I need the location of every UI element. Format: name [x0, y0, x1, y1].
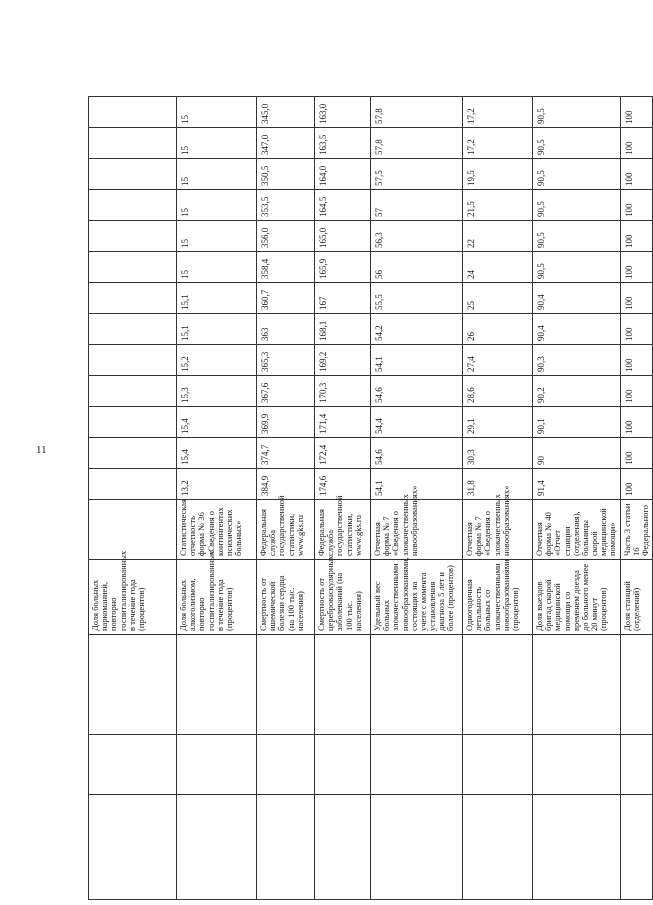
value-cell: 26	[463, 314, 533, 345]
value-cell: 100	[620, 252, 653, 283]
value-cell: 363	[257, 314, 315, 345]
table-row	[89, 97, 177, 900]
value-cell: 30,3	[463, 438, 533, 469]
indicator-cell: Доля больных наркоманией, повторно госпитализированных в течение года (процентов)	[89, 560, 177, 635]
value-cell	[89, 283, 177, 314]
value-cell: 100	[620, 190, 653, 221]
value-cell: 384,9	[257, 469, 315, 500]
value-cell: 15,1	[177, 314, 257, 345]
value-cell	[89, 159, 177, 190]
value-cell: 90,4	[533, 283, 621, 314]
value-cell: 167	[315, 283, 371, 314]
value-cell: 15	[177, 159, 257, 190]
value-cell: 369,9	[257, 407, 315, 438]
value-cell: 15	[177, 128, 257, 159]
value-cell: 163,0	[315, 97, 371, 128]
value-cell: 54,6	[371, 376, 463, 407]
value-cell: 15,3	[177, 376, 257, 407]
value-cell: 350,5	[257, 159, 315, 190]
value-cell: 15,1	[177, 283, 257, 314]
value-cell: 100	[620, 221, 653, 252]
value-cell: 90,1	[533, 407, 621, 438]
value-cell: 100	[620, 128, 653, 159]
value-cell	[89, 252, 177, 283]
value-cell: 90,5	[533, 128, 621, 159]
indicators-table	[88, 96, 653, 900]
value-cell: 29,1	[463, 407, 533, 438]
value-cell: 164,0	[315, 159, 371, 190]
indicator-cell: Смертность от цереброваскулярных заболеваний (на 100 тыс. населения)	[315, 560, 371, 635]
source-cell: Отчетная форма № 7 «Сведения о злокачественных новообразованиях»	[371, 500, 463, 560]
value-cell: 31,8	[463, 469, 533, 500]
value-cell: 24	[463, 252, 533, 283]
value-cell: 90	[533, 438, 621, 469]
value-cell: 28,6	[463, 376, 533, 407]
value-cell: 100	[620, 438, 653, 469]
value-cell	[89, 97, 177, 128]
value-cell: 358,4	[257, 252, 315, 283]
value-cell: 100	[620, 469, 653, 500]
source-cell: Федеральная служба государственной статистики, www.gks.ru	[315, 500, 371, 560]
page-number: 11	[36, 444, 47, 456]
value-cell: 90,4	[533, 314, 621, 345]
table-row	[533, 97, 621, 900]
source-cell: Статистическая отчетность форма № 36 «Сведения о контингентах психических больных»	[177, 500, 257, 560]
indicator-cell: Одногодичная летальность больных со злокачественными новообразованиями (процентов)	[463, 560, 533, 635]
value-cell	[89, 376, 177, 407]
indicator-cell: Доля выездов бригад скорой медицинской помощи со временем доезда до больного менее 20 минут (процентов)	[533, 560, 621, 635]
value-cell: 55,5	[371, 283, 463, 314]
value-cell: 100	[620, 314, 653, 345]
value-cell: 90,3	[533, 345, 621, 376]
value-cell: 17,2	[463, 97, 533, 128]
source-cell: Отчетная форма № 40 «Отчет станции (отделения), больницы скорой медицинской помощи»	[533, 500, 621, 560]
value-cell: 17,2	[463, 128, 533, 159]
value-cell: 57,5	[371, 159, 463, 190]
value-cell: 15	[177, 221, 257, 252]
value-cell: 100	[620, 283, 653, 314]
value-cell: 57	[371, 190, 463, 221]
source-cell: Федеральная служба государственной статистики, www.gks.ru	[257, 500, 315, 560]
table-row	[620, 97, 653, 900]
value-cell: 15	[177, 97, 257, 128]
indicator-cell: Доля больных алкоголизмом, повторно госпитализированных в течение года (процентов)	[177, 560, 257, 635]
value-cell	[89, 345, 177, 376]
value-cell: 56,3	[371, 221, 463, 252]
indicator-cell: Доля станций (отделений)	[620, 560, 653, 635]
value-cell	[89, 314, 177, 345]
value-cell: 365,3	[257, 345, 315, 376]
value-cell: 91,4	[533, 469, 621, 500]
value-cell: 54,6	[371, 438, 463, 469]
value-cell: 22	[463, 221, 533, 252]
table-row	[371, 97, 463, 900]
value-cell: 90,5	[533, 159, 621, 190]
value-cell: 169,2	[315, 345, 371, 376]
table-row	[463, 97, 533, 900]
value-cell: 356,0	[257, 221, 315, 252]
value-cell: 347,0	[257, 128, 315, 159]
value-cell: 100	[620, 376, 653, 407]
value-cell	[89, 407, 177, 438]
value-cell: 100	[620, 97, 653, 128]
source-cell: Отчетная форма № 7 «Сведения о злокачественных новообразованиях»	[463, 500, 533, 560]
value-cell: 57,8	[371, 128, 463, 159]
value-cell: 56	[371, 252, 463, 283]
value-cell: 15,4	[177, 407, 257, 438]
value-cell	[89, 438, 177, 469]
value-cell: 100	[620, 345, 653, 376]
value-cell: 163,5	[315, 128, 371, 159]
value-cell: 100	[620, 407, 653, 438]
value-cell: 25	[463, 283, 533, 314]
value-cell: 172,4	[315, 438, 371, 469]
value-cell: 90,5	[533, 252, 621, 283]
value-cell: 171,4	[315, 407, 371, 438]
value-cell: 15	[177, 190, 257, 221]
value-cell: 165,0	[315, 221, 371, 252]
source-cell: Часть 3 статьи 16 Федерального	[620, 500, 653, 560]
value-cell: 15	[177, 252, 257, 283]
value-cell: 367,6	[257, 376, 315, 407]
value-cell: 374,7	[257, 438, 315, 469]
rotated-table-wrapper	[88, 100, 650, 900]
value-cell: 54,2	[371, 314, 463, 345]
value-cell: 19,5	[463, 159, 533, 190]
source-cell	[89, 500, 177, 560]
value-cell: 345,0	[257, 97, 315, 128]
value-cell: 13,2	[177, 469, 257, 500]
indicator-cell: Смертность от ишемической болезни сердца (на 100 тыс. населения)	[257, 560, 315, 635]
value-cell: 54,1	[371, 469, 463, 500]
value-cell: 21,5	[463, 190, 533, 221]
value-cell: 174,6	[315, 469, 371, 500]
value-cell: 90,5	[533, 97, 621, 128]
value-cell: 90,2	[533, 376, 621, 407]
value-cell: 168,1	[315, 314, 371, 345]
value-cell: 90,5	[533, 190, 621, 221]
table-row	[177, 97, 257, 900]
value-cell	[89, 128, 177, 159]
value-cell: 164,5	[315, 190, 371, 221]
value-cell	[89, 221, 177, 252]
value-cell: 54,4	[371, 407, 463, 438]
value-cell: 170,3	[315, 376, 371, 407]
table-row	[315, 97, 371, 900]
value-cell	[89, 469, 177, 500]
value-cell	[89, 190, 177, 221]
value-cell: 353,5	[257, 190, 315, 221]
value-cell: 165,9	[315, 252, 371, 283]
value-cell: 15,2	[177, 345, 257, 376]
value-cell: 15,4	[177, 438, 257, 469]
value-cell: 360,7	[257, 283, 315, 314]
value-cell: 57,8	[371, 97, 463, 128]
value-cell: 27,4	[463, 345, 533, 376]
value-cell: 54,1	[371, 345, 463, 376]
indicator-cell: Удельный вес больных злокачественными новообразованиями, состоящих на учете с момента установления диагноза 5 лет и более (процентов)	[371, 560, 463, 635]
value-cell: 100	[620, 159, 653, 190]
value-cell: 90,5	[533, 221, 621, 252]
table-row	[257, 97, 315, 900]
